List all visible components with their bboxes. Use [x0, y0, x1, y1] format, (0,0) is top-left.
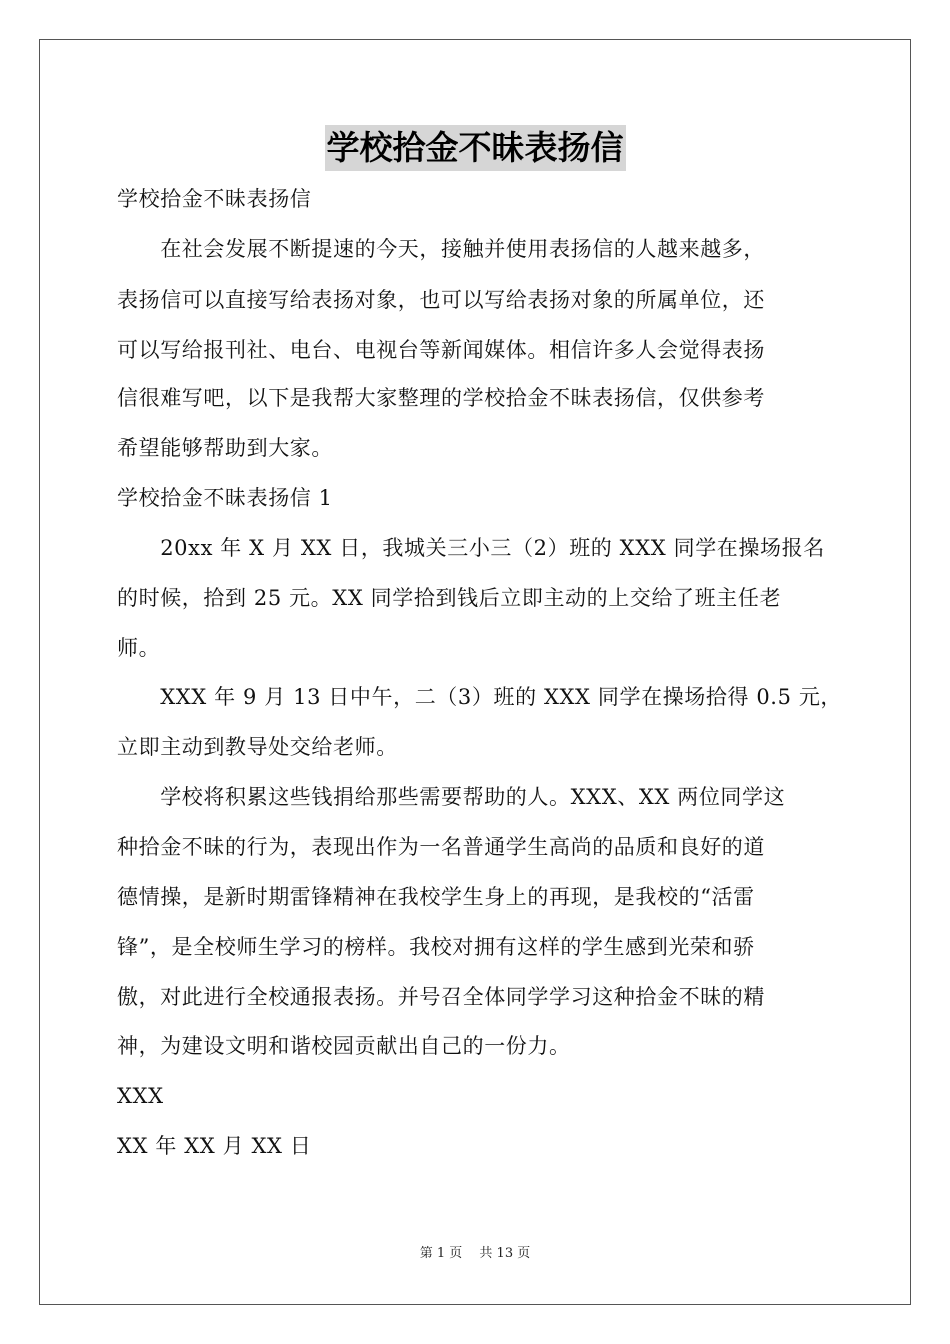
body-line: 学校拾金不昧表扬信 [117, 187, 312, 211]
body-line: 信很难写吧，以下是我帮大家整理的学校拾金不昧表扬信，仅供参考 [117, 386, 765, 410]
body-line: 师。 [117, 636, 161, 660]
body-line: 德情操，是新时期雷锋精神在我校学生身上的再现，是我校的“活雷 [117, 885, 755, 909]
signature-name: XXX [117, 1084, 164, 1108]
title-container [0, 125, 950, 171]
body-line: 学校将积累这些钱捐给那些需要帮助的人。XXX、XX 两位同学这 [117, 785, 786, 809]
body-line: 可以写给报刊社、电台、电视台等新闻媒体。相信许多人会觉得表扬 [117, 338, 765, 362]
body-line: 20xx 年 X 月 XX 日，我城关三小三（2）班的 XXX 同学在操场报名 [117, 536, 825, 560]
page-footer: 第 1 页 共 13 页 [419, 1246, 531, 1261]
body-line: 表扬信可以直接写给表扬对象，也可以写给表扬对象的所属单位，还 [117, 288, 765, 312]
body-line: 的时候，拾到 25 元。XX 同学拾到钱后立即主动的上交给了班主任老 [117, 586, 782, 610]
body-line: 学校拾金不昧表扬信 1 [117, 486, 333, 510]
body-line: 种拾金不昧的行为，表现出作为一名普通学生高尚的品质和良好的道 [117, 835, 765, 859]
signature-date: XX 年 XX 月 XX 日 [117, 1134, 312, 1158]
body-line: 立即主动到教导处交给老师。 [117, 735, 398, 759]
body-line: 希望能够帮助到大家。 [117, 436, 333, 460]
document-title: 学校拾金不昧表扬信 [325, 125, 626, 171]
body-line: 神，为建设文明和谐校园贡献出自己的一份力。 [117, 1034, 571, 1058]
page-frame [39, 39, 911, 1305]
body-line: 在社会发展不断提速的今天，接触并使用表扬信的人越来越多， [117, 237, 765, 261]
body-line: 锋”，是全校师生学习的榜样。我校对拥有这样的学生感到光荣和骄 [117, 935, 755, 959]
body-line: 傲，对此进行全校通报表扬。并号召全体同学学习这种拾金不昧的精 [117, 985, 765, 1009]
body-line: XXX 年 9 月 13 日中午，二（3）班的 XXX 同学在操场拾得 0.5 元， [117, 685, 843, 709]
